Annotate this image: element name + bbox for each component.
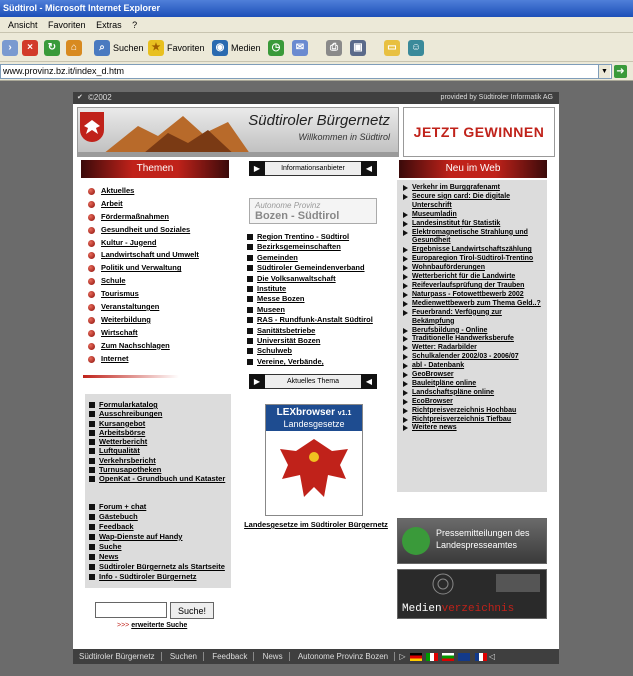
search-arrows: >>> <box>117 622 130 629</box>
play-icon: ▷ <box>399 652 406 661</box>
news-item[interactable]: Medienwettbewerb zum Thema Geld..? <box>403 300 545 309</box>
anbieter-item[interactable]: Die Volksanwaltschaft <box>247 274 377 284</box>
browser-viewport <box>0 81 633 676</box>
news-item[interactable]: Naturpass - Fotowettbewerb 2002 <box>403 291 545 300</box>
anbieter-item[interactable]: Vereine, Verbände, <box>247 357 377 367</box>
page-footer <box>73 649 559 664</box>
anbieter-item[interactable]: Südtiroler Gemeindenverband <box>247 263 377 273</box>
anbieter-item[interactable]: Schulweb <box>247 346 377 356</box>
media-graphic <box>398 570 547 600</box>
anbieter-item[interactable]: Messe Bozen <box>247 294 377 304</box>
media-button[interactable] <box>212 38 261 57</box>
news-item[interactable]: Reifeverlaufsprüfung der Trauben <box>403 282 545 291</box>
anbieter-item[interactable]: Bezirksgemeinschaften <box>247 242 377 252</box>
arrow-left-icon: ▶ <box>249 161 265 176</box>
search-label: Suchen <box>113 42 144 53</box>
service-item[interactable]: Luftqualität <box>89 446 229 455</box>
themen-item[interactable]: Fördermaßnahmen <box>87 211 237 224</box>
lex-header: LEXbrowser v1.1 Landesgesetze <box>266 405 362 431</box>
home-icon: ⌂ <box>66 40 82 56</box>
mail-button[interactable] <box>292 38 308 57</box>
menu-favoriten[interactable]: Favoriten <box>48 20 86 30</box>
favorites-label: Favoriten <box>167 42 205 53</box>
news-item[interactable]: Bauleitpläne online <box>403 380 545 389</box>
messenger-button[interactable] <box>408 38 424 57</box>
stop-button[interactable] <box>22 38 38 57</box>
toolbar <box>0 33 633 62</box>
header-banner <box>77 107 399 157</box>
address-input[interactable]: www.provinz.bz.it/index_d.htm <box>0 64 612 79</box>
messenger-icon: ☺ <box>408 40 424 56</box>
search-icon: ⌕ <box>94 40 110 56</box>
news-item[interactable]: Wohnbauförderungen <box>403 264 545 273</box>
news-item[interactable]: Wetter: Radarbilder <box>403 344 545 353</box>
themen-item[interactable]: Kultur - Jugend <box>87 237 237 250</box>
copyright-year: ©2002 <box>88 93 112 102</box>
service-item[interactable]: Suche <box>89 542 229 552</box>
flag-uk-icon[interactable] <box>458 653 470 661</box>
lex-caption[interactable]: Landesgesetze im Südtiroler Bürgernetz <box>244 520 388 529</box>
arrow-right-icon: ◀ <box>361 161 377 176</box>
neu-im-web-header: Neu im Web <box>399 160 547 178</box>
press-icon <box>402 527 430 555</box>
news-item[interactable]: Ergebnisse Landwirtschaftszählung <box>403 246 545 255</box>
print-icon: ⎙ <box>326 40 342 56</box>
themen-item[interactable]: Internet <box>87 353 237 366</box>
anbieter-item[interactable]: Gemeinden <box>247 253 377 263</box>
flag-de-icon[interactable] <box>410 653 422 661</box>
service-item[interactable]: Info - Südtiroler Bürgernetz <box>89 572 229 582</box>
flag-lad-icon[interactable] <box>442 653 454 661</box>
anbieter-item[interactable]: Sanitätsbetriebe <box>247 326 377 336</box>
news-item[interactable]: Feuerbrand: Verfügung zur Bekämpfung <box>403 309 545 327</box>
themen-header: Themen <box>81 160 229 178</box>
forward-icon: › <box>2 40 18 56</box>
menu-help[interactable]: ? <box>132 20 138 30</box>
history-icon: ◷ <box>268 40 284 56</box>
themen-item[interactable]: Weiterbildung <box>87 314 237 327</box>
service-item[interactable]: Feedback <box>89 522 229 532</box>
news-item[interactable]: GeoBrowser <box>403 371 545 380</box>
themen-item[interactable]: Zum Nachschlagen <box>87 340 237 353</box>
service-item[interactable]: Ausschreibungen <box>89 409 229 418</box>
footer-link[interactable]: News <box>257 652 290 661</box>
themen-item[interactable]: Wirtschaft <box>87 327 237 340</box>
service-item[interactable]: News <box>89 552 229 562</box>
folder-icon: ▭ <box>384 40 400 56</box>
extended-search-link[interactable]: erweiterte Suche <box>131 622 188 629</box>
medienverzeichnis-banner[interactable] <box>397 569 547 619</box>
star-icon: ★ <box>148 40 164 56</box>
aktuelles-thema-header: ▶ Aktuelles Thema ◀ <box>249 374 377 389</box>
search-input[interactable] <box>95 602 167 618</box>
forward-button[interactable] <box>2 38 18 57</box>
news-item[interactable]: Wetterbericht für die Landwirte <box>403 273 545 282</box>
news-item[interactable]: Europaregion Tirol-Südtirol-Trentino <box>403 255 545 264</box>
news-item[interactable]: Berufsbildung - Online <box>403 327 545 336</box>
service-item[interactable]: Kursangebot <box>89 419 229 428</box>
services-list <box>89 400 229 484</box>
anbieter-item[interactable]: RAS - Rundfunk-Anstalt Südtirol <box>247 315 377 325</box>
anbieter-list <box>247 232 377 367</box>
jetzt-gewinnen-banner[interactable]: JETZT GEWINNEN <box>403 107 555 157</box>
print-button[interactable] <box>326 38 342 57</box>
site-title: Südtiroler Bürgernetz <box>248 112 390 129</box>
back-icon: ◁ <box>488 652 496 661</box>
ap-line-1: Autonome Provinz <box>255 201 321 210</box>
themen-item[interactable]: Aktuelles <box>87 185 237 198</box>
news-item[interactable]: Richtpreisverzeichnis Hochbau <box>403 407 545 416</box>
news-item[interactable]: Schulkalender 2002/03 - 2006/07 <box>403 353 545 362</box>
arrow-left-icon: ▶ <box>249 374 265 389</box>
check-icon: ✔ <box>77 94 83 101</box>
service-item[interactable]: Forum + chat <box>89 502 229 512</box>
themen-list <box>87 185 237 365</box>
menu-bar <box>0 17 633 33</box>
extended-search <box>117 622 187 629</box>
news-item[interactable]: Weitere news <box>403 424 545 433</box>
address-bar <box>0 62 633 81</box>
ap-line-2: Bozen - Südtirol <box>255 210 340 222</box>
autonome-provinz-logo[interactable] <box>249 198 377 224</box>
edit-icon: ▣ <box>350 40 366 56</box>
news-item[interactable]: Elektromagnetische Strahlung und Gesundheit <box>403 229 545 247</box>
search-button[interactable] <box>94 38 144 57</box>
window-title: Südtirol - Microsoft Internet Explorer <box>0 0 633 17</box>
flag-fr-icon[interactable] <box>475 653 487 661</box>
news-item[interactable]: abl - Datenbank <box>403 362 545 371</box>
menu-extras[interactable]: Extras <box>96 20 122 30</box>
news-list <box>403 184 545 433</box>
lexbrowser-banner[interactable] <box>265 404 363 516</box>
news-item[interactable]: Traditionelle Handwerksberufe <box>403 335 545 344</box>
service-item[interactable]: Turnusapotheken <box>89 465 229 474</box>
news-item[interactable]: Verkehr im Burggrafenamt <box>403 184 545 193</box>
themen-item[interactable]: Veranstaltungen <box>87 301 237 314</box>
service-item[interactable]: OpenKat - Grundbuch und Kataster <box>89 474 229 483</box>
arrow-right-icon: ◀ <box>361 374 377 389</box>
footer-link[interactable]: Südtiroler Bürgernetz <box>73 652 162 661</box>
service-item[interactable]: Wap-Dienste auf Handy <box>89 532 229 542</box>
media-icon: ◉ <box>212 40 228 56</box>
anbieter-item[interactable]: Region Trentino - Südtirol <box>247 232 377 242</box>
mail-icon: ✉ <box>292 40 308 56</box>
themen-item[interactable]: Schule <box>87 275 237 288</box>
news-item[interactable]: Landschaftspläne online <box>403 389 545 398</box>
home-button[interactable] <box>66 38 82 57</box>
address-dropdown-icon[interactable]: ▼ <box>598 65 610 78</box>
footer-link[interactable]: Feedback <box>206 652 254 661</box>
site-subtitle: Willkommen in Südtirol <box>298 132 390 142</box>
service-item[interactable]: Südtiroler Bürgernetz als Startseite <box>89 562 229 572</box>
news-item[interactable]: Museumladin <box>403 211 545 220</box>
themen-item[interactable]: Arbeit <box>87 198 237 211</box>
themen-item[interactable]: Gesundheit und Soziales <box>87 224 237 237</box>
medien-title: Medienverzeichnis <box>402 603 515 615</box>
news-item[interactable]: Richtpreisverzeichnis Tiefbau <box>403 416 545 425</box>
themen-item[interactable]: Tourismus <box>87 288 237 301</box>
anbieter-item[interactable]: Museen <box>247 305 377 315</box>
service-item[interactable]: Arbeitsbörse <box>89 428 229 437</box>
coat-of-arms-icon <box>80 112 104 142</box>
eagle-icon <box>266 431 362 515</box>
service-item[interactable]: Formularkatalog <box>89 400 229 409</box>
news-item[interactable]: EcoBrowser <box>403 398 545 407</box>
history-button[interactable] <box>268 38 284 57</box>
favorites-button[interactable] <box>148 38 205 57</box>
themen-item[interactable]: Landwirtschaft und Umwelt <box>87 249 237 262</box>
flag-it-icon[interactable] <box>426 653 438 661</box>
press-text: Pressemitteilungen des Landespresseamtes <box>436 528 530 550</box>
news-item[interactable]: Secure sign card: Die digitale Unterschrift <box>403 193 545 211</box>
refresh-icon: ↻ <box>44 40 60 56</box>
search-submit-button[interactable]: Suche! <box>170 602 214 619</box>
folder-button[interactable] <box>384 38 400 57</box>
stop-icon: × <box>22 40 38 56</box>
themen-item[interactable]: Politik und Verwaltung <box>87 262 237 275</box>
go-button[interactable]: ➜ <box>614 65 627 78</box>
edit-button[interactable] <box>350 38 366 57</box>
service-item[interactable]: Verkehrsbericht <box>89 456 229 465</box>
footer-link[interactable]: Suchen <box>164 652 204 661</box>
news-item[interactable]: Landesinstitut für Statistik <box>403 220 545 229</box>
services-list-2 <box>89 502 229 582</box>
press-release-banner[interactable] <box>397 518 547 564</box>
service-item[interactable]: Gästebuch <box>89 512 229 522</box>
menu-ansicht[interactable]: Ansicht <box>8 20 38 30</box>
informationsanbieter-header: ▶ Informationsanbieter ◀ <box>249 161 377 176</box>
provided-by[interactable]: provided by Südtiroler Informatik AG <box>440 94 553 101</box>
refresh-button[interactable] <box>44 38 60 57</box>
page-content <box>73 92 559 664</box>
anbieter-item[interactable]: Institute <box>247 284 377 294</box>
service-item[interactable]: Wetterbericht <box>89 437 229 446</box>
anbieter-item[interactable]: Universität Bozen <box>247 336 377 346</box>
footer-link[interactable]: Autonome Provinz Bozen <box>292 652 395 661</box>
page-topbar <box>73 92 559 104</box>
media-label: Medien <box>231 42 261 53</box>
divider <box>83 375 179 378</box>
